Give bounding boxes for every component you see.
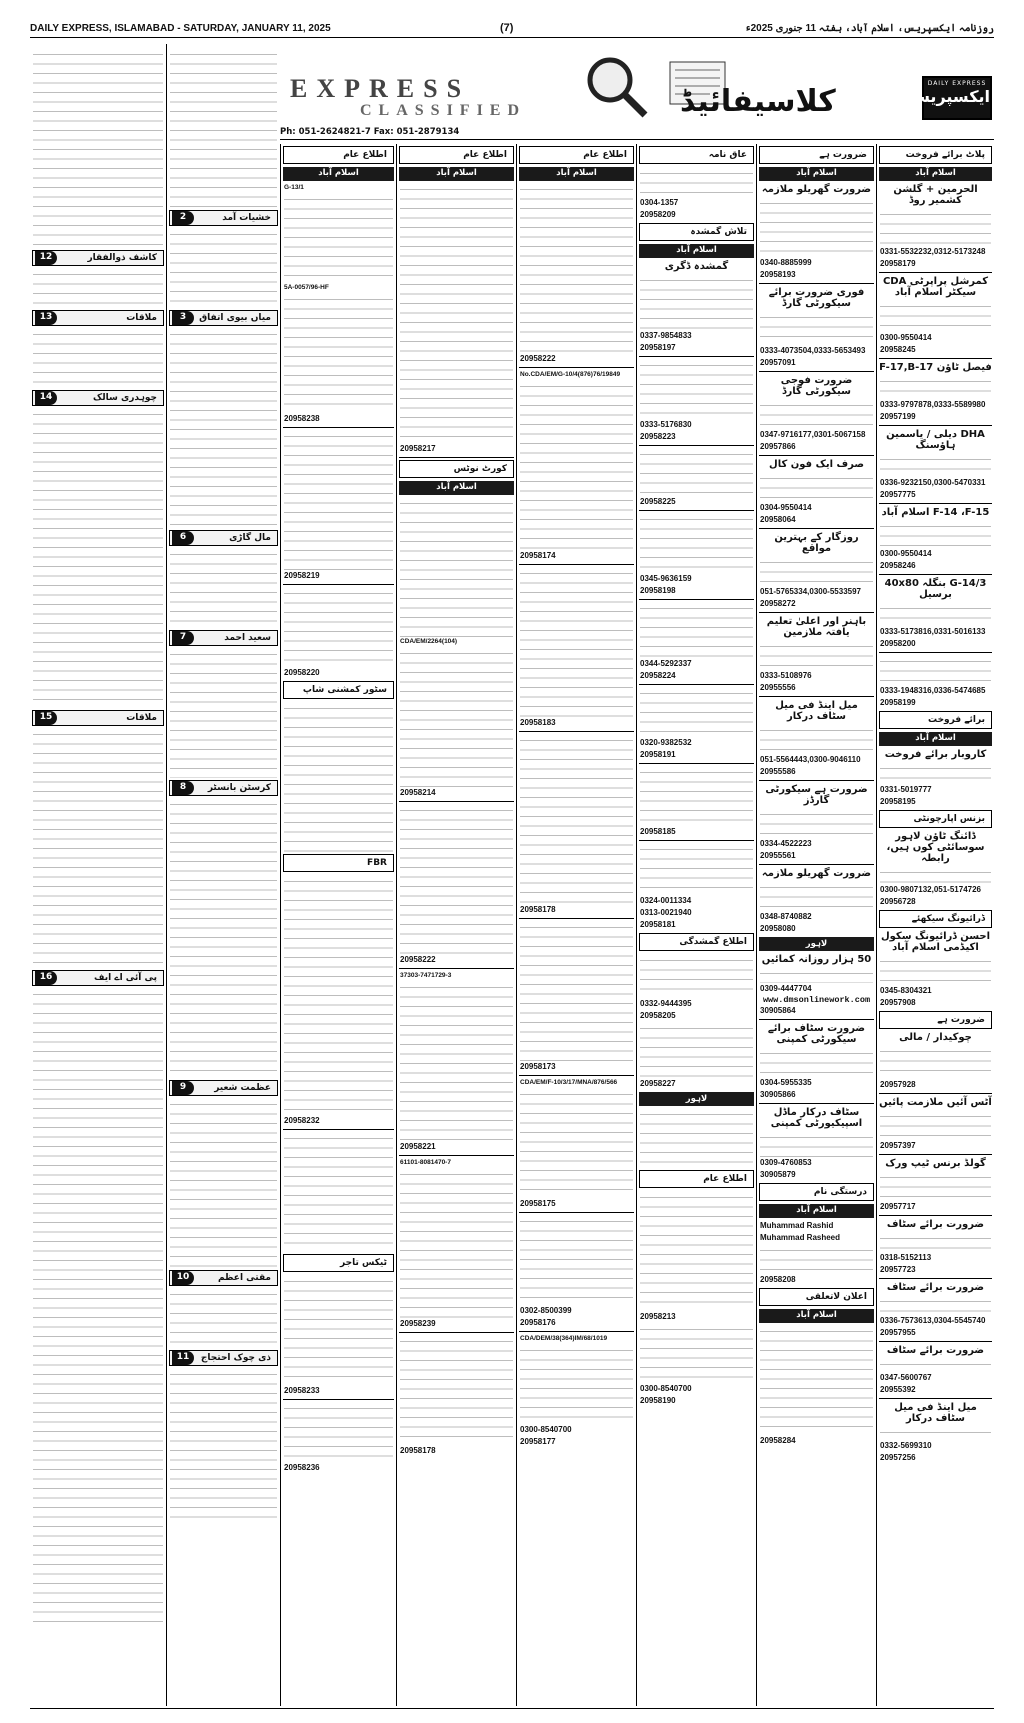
ad-title: الحرمین + گلشن کشمیر روڈ <box>893 184 978 206</box>
ad-title: F-14 ،F-15 اسلام آباد <box>881 507 990 518</box>
news-heading: 15 ملاقات <box>32 710 164 726</box>
column-public-notice-c: اطلاع عام اسلام آباد G-13/1 5A-0057/96-HF 20958238 20958219 20958220 سٹور کمشنی شاپ FBR 20958232 ٹیکس تاجر 20958233 20958236 <box>280 144 396 1706</box>
section-header-missing: اطلاع گمشدگی <box>639 933 754 951</box>
masthead-urdu-title: کلاسیفائیڈ <box>680 84 836 119</box>
section-header-disownment: اعلان لاتعلقی <box>759 1288 874 1306</box>
ad-ref: 20957775 <box>880 490 916 499</box>
ad-ref: 20958200 <box>880 639 916 648</box>
column-news-b <box>30 44 166 1706</box>
column-public-notice-a: اطلاع عام اسلام آباد 20958222 No.CDA/EM/G-10/4(876)76/19849 20958174 20958183 20958178 20958173 CDA/EM/F-10/3/17/MNA/876/566 20958175 0302-8500399 20958176 CDA/DEM/38(364)IM/68/1019 0300-8540700 20958177 <box>516 144 636 1706</box>
section-header-court-notice: کورٹ نوٹس <box>399 460 514 478</box>
ad-phone: 0336-9232150,0300-5470331 <box>880 478 986 487</box>
section-header-business: بزنس اپارچونٹی <box>879 810 992 828</box>
section-header-public-notice: اطلاع عام <box>639 1170 754 1188</box>
news-heading: 2 خشیات آمد <box>169 210 278 226</box>
ad-title: کاروبار برائے فروخت <box>884 749 987 760</box>
ad-phone: 0300-9550414 <box>880 549 932 558</box>
page-number: (7) <box>500 22 514 34</box>
news-heading: 6 مال گاڑی <box>169 530 278 546</box>
section-header-sale: برائے فروخت <box>879 711 992 729</box>
ad-title: فیصل ٹاؤن F-17,B-17 <box>879 362 992 373</box>
masthead-express: EXPRESS <box>290 74 471 103</box>
express-logo: DAILY EXPRESS ایکسپریس <box>922 76 992 120</box>
section-header-plots: پلاٹ برائے فروخت <box>879 146 992 164</box>
news-heading: 10 مقتی اعظم <box>169 1270 278 1286</box>
city-label: اسلام آباد <box>879 167 992 181</box>
section-header-wanted: ضرورت ہے <box>759 146 874 164</box>
ad-ref: 20958199 <box>880 698 916 707</box>
news-heading: 3 میاں بیوی اتفاق <box>169 310 278 326</box>
ad-ref: 20958246 <box>880 561 916 570</box>
ad-ref: 20958245 <box>880 345 916 354</box>
section-header-driving: ڈرائیونگ سیکھئے <box>879 910 992 928</box>
ad-title: DHA دیلی / یاسمین ہاؤسنگ <box>886 429 985 451</box>
column-wanted: ضرورت ہے اسلام آباد ضرورت گھریلو ملازمہ 0340-8885999 20958193 فوری ضرورت برائے سیکورٹی گارڈ 0333-4073504,0333-5653493 20957091 ضرورت فوجی سیکورٹی گارڈ 0347-9716177,0301-5067158 20957866 صرف ایک فون کال 0304-9550414 20958064 روزگار کے بہترین مواقع 051-5765334,0300-5533597 20958272 باہنر اور اعلیٰ تعلیم یافتہ ملازمین 0333-5108976 20955556 میل اینڈ فی میل سٹاف درکار 051-5564443,0300-9046110 20955586 ضرورت ہے سیکورٹی گارڈز 0334-4522223 20955561 ضرورت گھریلو ملازمہ 0348-8740882 20958080 لاہور 50 ہزار روزانہ کمائیں 0309-4447704 www.dmsonlinework.com 30905864 ضرورت سٹاف برائے سیکورٹی کمپنی 0304-5955335 30905866 سٹاف درکار ماڈل اسپیکیورٹی کمپنی 0309-4760853 30905879 درستگی نام اسلام آباد Muhammad Rashid Muhammad Rasheed 20958208 اعلان لاتعلقی اسلام آباد 20958284 <box>756 144 876 1706</box>
news-heading: 9 عظمت شعیر <box>169 1080 278 1096</box>
ad-ref: 20958179 <box>880 259 916 268</box>
column-news-a <box>166 44 280 1706</box>
section-header-lost: تلاش گمشدہ <box>639 223 754 241</box>
header-urdu: روزنامہ ایکسپریس، اسلام آباد، ہفتہ 11 جنوری 2025ء <box>745 23 994 34</box>
section-header-traders: ٹیکس تاجر <box>283 1254 394 1272</box>
page-header <box>30 22 994 38</box>
column-public-notice-b: اطلاع عام اسلام آباد 20958217 کورٹ نوٹس اسلام آباد CDA/EM/2264(104) 20958214 20958222 37303-7471729-3 20958221 61101-8081470-7 20958239 20958178 <box>396 144 516 1706</box>
ad-title: کمرشل پراپرٹی CDA سیکٹر اسلام آباد <box>882 276 989 298</box>
section-header-public-notice: اطلاع عام <box>283 146 394 164</box>
news-heading: 11 ذی چوک احتجاج <box>169 1350 278 1366</box>
ad-title: G-14/3 بنگلہ 40x80 برسیل <box>884 578 987 600</box>
newspaper-page <box>30 22 994 1712</box>
ad-phone: 0331-5532232,0312-5173248 <box>880 247 986 256</box>
section-header-name-correction: درستگی نام <box>759 1183 874 1201</box>
magnifier-icon <box>580 50 650 120</box>
ad-phone: 0333-5173816,0331-5016133 <box>880 627 986 636</box>
news-heading: 14 چوہدری سالک <box>32 390 164 406</box>
news-heading: 16 پی آئی اے ایف <box>32 970 164 986</box>
ad-phone: 0333-9797878,0333-5589980 <box>880 400 986 409</box>
section-header-public-notice: اطلاع عام <box>519 146 634 164</box>
section-header-store: سٹور کمشنی شاپ <box>283 681 394 699</box>
news-heading: 8 کرسٹن بانسٹر <box>169 780 278 796</box>
section-header-wanted: ضرورت ہے <box>879 1011 992 1029</box>
masthead-contact: Ph: 051-2624821-7 Fax: 051-2879134 <box>280 127 460 137</box>
ad-phone: 0333-1948316,0336-5474685 <box>880 686 986 695</box>
header-english: DAILY EXPRESS, ISLAMABAD - SATURDAY, JANUARY 11, 2025 <box>30 23 331 34</box>
ad-ref: 20957199 <box>880 412 916 421</box>
column-aaq-lost: عاق نامہ 0304-1357 20958209 تلاش گمشدہ اسلام آباد گمشدہ ڈگری 0337-9854833 20958197 0333-5176830 20958223 20958225 0345-9636159 20958198 0344-5292337 20958224 0320-9382532 20958191 20958185 0324-0011334 0313-0021940 20958181 اطلاع گمشدگی 0332-9444395 20958205 20958227 لاہور اطلاع عام 20958213 0300-8540700 20958190 <box>636 144 756 1706</box>
classified-masthead <box>280 44 994 140</box>
section-header-aaq: عاق نامہ <box>639 146 754 164</box>
ad-phone: 0300-9550414 <box>880 333 932 342</box>
column-plots: پلاٹ برائے فروخت اسلام آباد الحرمین + گلشن کشمیر روڈ 0331-5532232,0312-5173248 20958179 کمرشل پراپرٹی CDA سیکٹر اسلام آباد 0300-9550414 20958245 فیصل ٹاؤن F-17,B-17 0333-9797878,0333-5589980 20957199 DHA دیلی / یاسمین ہاؤسنگ 0336-9232150,0300-5470331 20957775 F-14 ،F-15 اسلام آباد 0300-9550414 20958246 G-14/3 بنگلہ 40x80 برسیل 0333-5173816,0331-5016133 20958200 0333-1948316,0336-5474685 20958199 برائے فروخت اسلام آباد کاروبار برائے فروخت 0331-5019777 20958195 بزنس اپارچونٹی ڈائنگ ٹاؤن لاہور سوسائٹی کوں ہیں، رابطہ 0300-9807132,051-5174726 20956728 ڈرائیونگ سیکھئے احسن ڈرائیونگ سکول اکیڈمی اسلام آباد 0345-8304321 20957908 ضرورت ہے چوکیدار / مالی 20957928 آٹس آئیں ملازمت پائیں 20957397 گولڈ برنس ٹیپ ورک 20957717 ضرورت برائے سٹاف 0318-5152113 20957723 ضرورت برائے سٹاف 0336-7573613,0304-5545740 20957955 ضرورت برائے سٹاف 0347-5600767 20955392 میل اینڈ فی میل سٹاف درکار 0332-5699310 20957256 <box>876 144 994 1706</box>
masthead-classified: CLASSIFIED <box>360 102 527 119</box>
news-heading: 7 سعید احمد <box>169 630 278 646</box>
news-heading: 13 ملاقات <box>32 310 164 326</box>
section-header-public-notice: اطلاع عام <box>399 146 514 164</box>
section-header-fbr: FBR <box>283 854 394 872</box>
page-footer-rule <box>30 1708 994 1709</box>
news-heading: 12 کاشف ذوالفقار <box>32 250 164 266</box>
